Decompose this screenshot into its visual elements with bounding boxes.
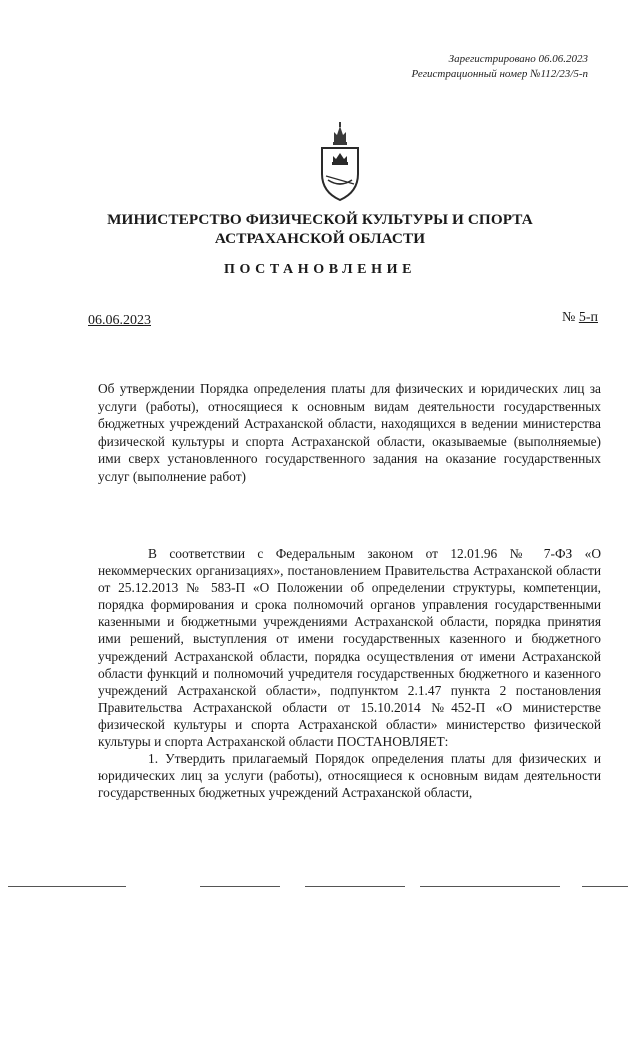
document-date: 06.06.2023 (88, 313, 151, 328)
scan-artifact-line (8, 886, 126, 887)
document-subject: Об утверждении Порядка определения платы для физических и юридических лиц за услуги (работы), относящиеся к основным видам деятельности государственных бюджетных учреждений Астраханской области, находящихся в ведении министерства физической культуры и спорта Астраханской области, оказываемые (выполняемые) ими сверх установленного государственного задания на оказание государственных услуг (выполнение работ) (98, 381, 601, 484)
scan-artifact-line (420, 886, 560, 887)
document-type: ПОСТАНОВЛЕНИЕ (223, 262, 417, 277)
registration-date: Зарегистрировано 06.06.2023 (448, 53, 588, 65)
document-body (98, 545, 601, 801)
registration-stamp (412, 52, 588, 82)
ministry-name (0, 210, 640, 248)
coat-of-arms-icon (316, 122, 364, 202)
ministry-name-line1: МИНИСТЕРСТВО ФИЗИЧЕСКОЙ КУЛЬТУРЫ И СПОРТА (107, 211, 533, 228)
ministry-name-line2: АСТРАХАНСКОЙ ОБЛАСТИ (214, 230, 426, 247)
document-number (562, 310, 598, 326)
document-number-prefix: № (561, 310, 579, 325)
document-number-value: 5-п (578, 310, 598, 325)
body-paragraph-2: 1. Утвердить прилагаемый Порядок определения платы для физических и юридических лиц за услуги (работы), относящиеся к основным видам деятельности государственных бюджетных учреждений Астраханской области, (98, 751, 601, 801)
registration-number: Регистрационный номер №112/23/5-п (411, 68, 588, 80)
scan-artifact-line (200, 886, 280, 887)
body-paragraph-1: В соответствии с Федеральным законом от 12.01.96 № 7-ФЗ «О некоммерческих организациях», постановлением Правительства Астраханской области от 25.12.2013 № 583-П «О Положении об определении структуры, компетенции, порядка формирования и срока полномочий органов управления государственными казенными и бюджетными учреждениями Астраханской области, порядка принятия ими решений, выступления от имени государственных казенного и бюджетного учреждений Астраханской области, порядка осуществления от имени Астраханской области функций и полномочий учредителя государственных бюджетного и казенного учреждений Астраханской области», подпунктом 2.1.47 пункта 2 постановления Правительства Астраханской области от 15.10.2014 №452-П «О министерстве физической культуры и спорта Астраханской области» министерство физической культуры и спорта Астраханской области ПОСТАНОВЛЯЕТ: (98, 546, 601, 750)
scan-artifact-line (582, 886, 628, 887)
scan-artifact-line (305, 886, 405, 887)
